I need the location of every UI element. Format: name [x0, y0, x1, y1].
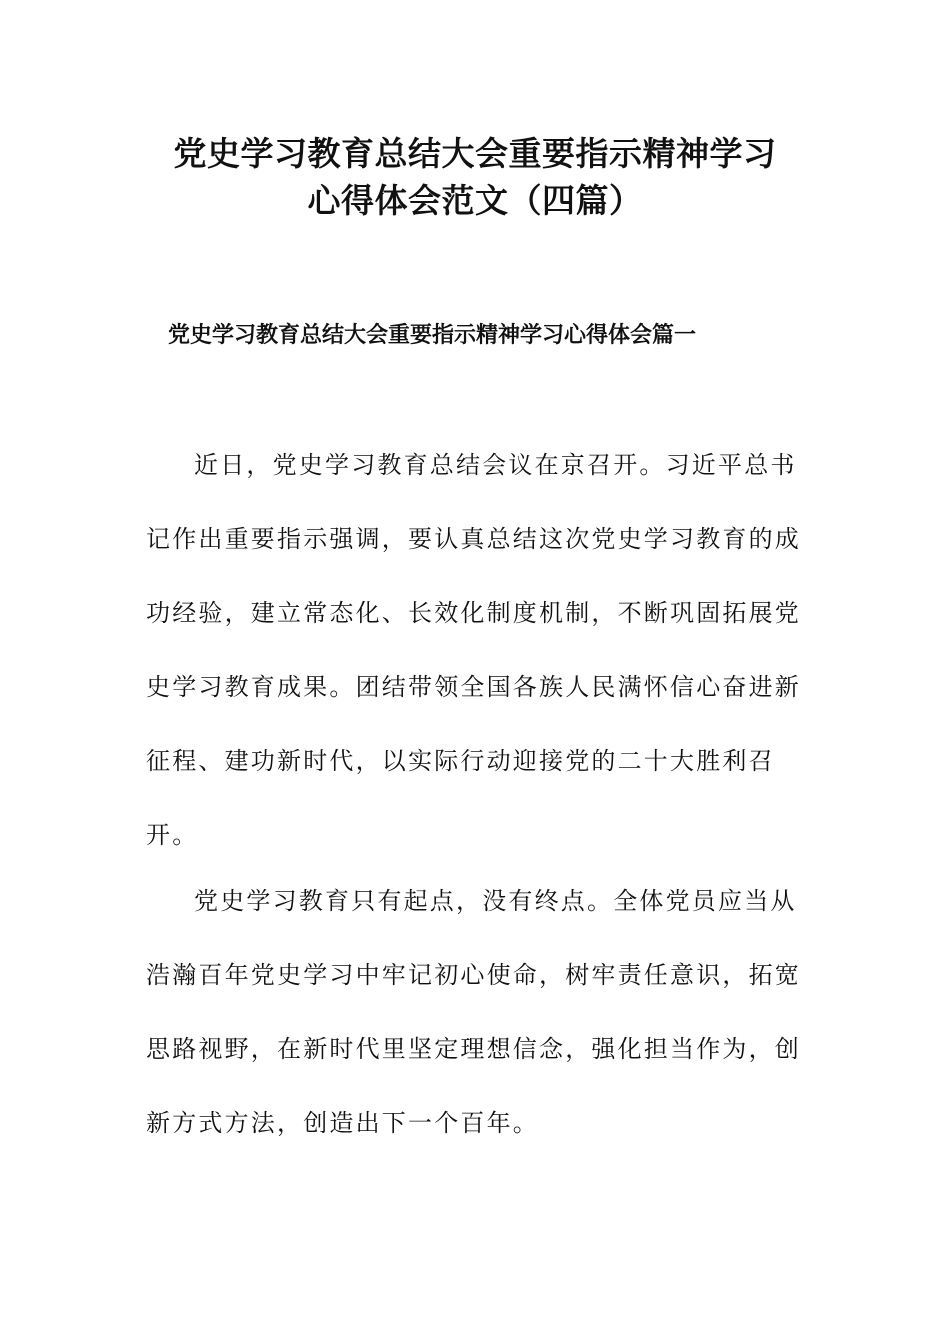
- document-title-line-2: 心得体会范文（四篇）: [307, 181, 643, 220]
- paragraph-1-line-4: 史学习教育成果。团结带领全国各族人民满怀信心奋进新: [146, 673, 801, 701]
- paragraph-2-line-4: 新方式方法，创造出下一个百年。: [146, 1109, 539, 1137]
- paragraph-1-line-2: 记作出重要指示强调，要认真总结这次党史学习教育的成: [146, 525, 801, 553]
- document-title-line-1: 党史学习教育总结大会重要指示精神学习: [173, 134, 777, 173]
- paragraph-1-line-6: 开。: [146, 821, 199, 849]
- paragraph-2-line-1: 党史学习教育只有起点，没有终点。全体党员应当从: [194, 887, 797, 915]
- paragraph-1-line-1: 近日，党史学习教育总结会议在京召开。习近平总书: [194, 451, 797, 479]
- paragraph-2-line-2: 浩瀚百年党史学习中牢记初心使命，树牢责任意识，拓宽: [146, 961, 801, 989]
- paragraph-1-line-5: 征程、建功新时代，以实际行动迎接党的二十大胜利召: [146, 747, 775, 775]
- section-heading: 党史学习教育总结大会重要指示精神学习心得体会篇一: [168, 323, 697, 348]
- paragraph-1-line-3: 功经验，建立常态化、长效化制度机制，不断巩固拓展党: [146, 599, 801, 627]
- paragraph-2-line-3: 思路视野，在新时代里坚定理想信念，强化担当作为，创: [146, 1035, 801, 1063]
